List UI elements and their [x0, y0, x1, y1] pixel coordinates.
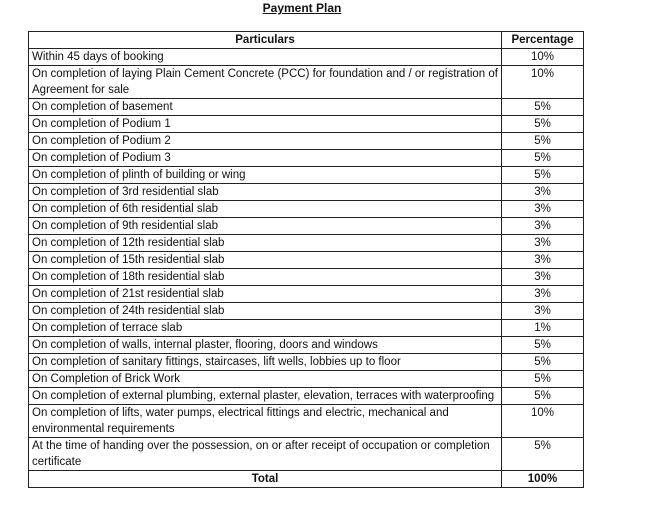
- particular-cell: On completion of 21st residential slab: [29, 286, 502, 303]
- table-row: [29, 133, 584, 150]
- table-row: [29, 49, 584, 66]
- table-row: [29, 116, 584, 133]
- particular-cell: On completion of terrace slab: [29, 320, 502, 337]
- table-row: [29, 235, 584, 252]
- particular-cell: On completion of sanitary fittings, staircases, lift wells, lobbies up to floor: [29, 354, 502, 371]
- percentage-header: Percentage: [502, 32, 584, 49]
- percentage-cell: 3%: [502, 201, 584, 218]
- table-row: [29, 337, 584, 354]
- percentage-cell: 5%: [502, 99, 584, 116]
- particular-cell: On completion of 12th residential slab: [29, 235, 502, 252]
- percentage-cell: 3%: [502, 235, 584, 252]
- table-row: [29, 66, 584, 99]
- table-header-row: [29, 32, 584, 49]
- particular-cell: On Completion of Brick Work: [29, 371, 502, 388]
- percentage-cell: 1%: [502, 320, 584, 337]
- percentage-cell: 5%: [502, 354, 584, 371]
- page-title: Payment Plan: [262, 1, 342, 15]
- table-row: [29, 150, 584, 167]
- particulars-header: Particulars: [29, 32, 502, 49]
- table-body: [29, 49, 584, 471]
- table-row: [29, 218, 584, 235]
- table-row: [29, 184, 584, 201]
- percentage-cell: 5%: [502, 438, 584, 471]
- particular-cell: At the time of handing over the possession, on or after receipt of occupation or completion certificate: [29, 438, 502, 471]
- particular-cell: On completion of walls, internal plaster, flooring, doors and windows: [29, 337, 502, 354]
- table-row: [29, 99, 584, 116]
- particular-cell: On completion of laying Plain Cement Concrete (PCC) for foundation and / or registration of Agreement for sale: [29, 66, 502, 99]
- payment-plan-table: [28, 31, 584, 488]
- percentage-cell: 3%: [502, 218, 584, 235]
- percentage-cell: 5%: [502, 388, 584, 405]
- particular-cell: On completion of basement: [29, 99, 502, 116]
- table-row: [29, 405, 584, 438]
- particular-cell: On completion of Podium 3: [29, 150, 502, 167]
- percentage-cell: 5%: [502, 371, 584, 388]
- total-percent: 100%: [502, 471, 584, 488]
- table-row: [29, 388, 584, 405]
- percentage-cell: 5%: [502, 116, 584, 133]
- percentage-cell: 5%: [502, 133, 584, 150]
- particular-cell: On completion of Podium 1: [29, 116, 502, 133]
- particular-cell: On completion of 24th residential slab: [29, 303, 502, 320]
- table-row: [29, 167, 584, 184]
- particular-cell: On completion of 3rd residential slab: [29, 184, 502, 201]
- table-row: [29, 286, 584, 303]
- particular-cell: Within 45 days of booking: [29, 49, 502, 66]
- percentage-cell: 3%: [502, 303, 584, 320]
- table-row: [29, 303, 584, 320]
- total-row: [29, 471, 584, 488]
- particular-cell: On completion of 15th residential slab: [29, 252, 502, 269]
- percentage-cell: 5%: [502, 167, 584, 184]
- table-row: [29, 252, 584, 269]
- particular-cell: On completion of plinth of building or wing: [29, 167, 502, 184]
- percentage-cell: 3%: [502, 252, 584, 269]
- particular-cell: On completion of external plumbing, external plaster, elevation, terraces with waterproofing: [29, 388, 502, 405]
- total-label: Total: [29, 471, 502, 488]
- percentage-cell: 3%: [502, 269, 584, 286]
- table-row: [29, 371, 584, 388]
- table-row: [29, 438, 584, 471]
- percentage-cell: 10%: [502, 66, 584, 99]
- table-row: [29, 354, 584, 371]
- particular-cell: On completion of 6th residential slab: [29, 201, 502, 218]
- table-row: [29, 269, 584, 286]
- particular-cell: On completion of 9th residential slab: [29, 218, 502, 235]
- table-row: [29, 201, 584, 218]
- percentage-cell: 3%: [502, 286, 584, 303]
- percentage-cell: 10%: [502, 49, 584, 66]
- table-row: [29, 320, 584, 337]
- percentage-cell: 3%: [502, 184, 584, 201]
- particular-cell: On completion of 18th residential slab: [29, 269, 502, 286]
- particular-cell: On completion of Podium 2: [29, 133, 502, 150]
- percentage-cell: 10%: [502, 405, 584, 438]
- percentage-cell: 5%: [502, 337, 584, 354]
- particular-cell: On completion of lifts, water pumps, electrical fittings and electric, mechanical and environmental requirements: [29, 405, 502, 438]
- percentage-cell: 5%: [502, 150, 584, 167]
